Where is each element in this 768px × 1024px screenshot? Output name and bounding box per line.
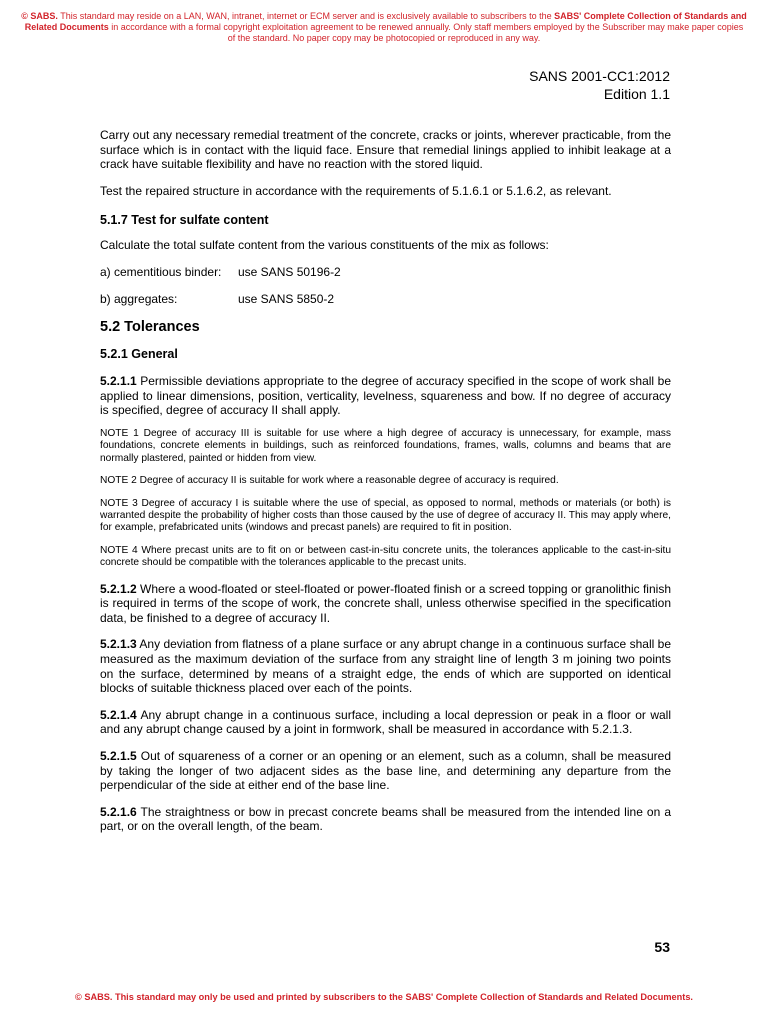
clause-text: Out of squareness of a corner or an opening or an element, such as a column, shall be measured by taking the longer of two adjacent sides as the base line, and determining any departure from the perpendicular of the side at either end of the base line. — [100, 748, 671, 793]
banner-top-text-2: in accordance with a formal copyright exploitation agreement to be renewed annually. Only staff members employed by the Subscriber may make paper copies of the standard. No paper copy may be photocopied or reproduced in any way. — [108, 22, 744, 43]
list-item-a — [100, 265, 671, 280]
note-1: NOTE 1 Degree of accuracy III is suitable for use where a high degree of accuracy is unnecessary, for example, mass foundations, concrete elements in buildings, such as reinforced foundations, frames, walls, columns and beams that are normally plastered, painted or hidden from view. — [100, 427, 671, 464]
banner-top-collection: SABS' Complete Collection of Standards and Related Documents — [24, 11, 747, 32]
edition-number: Edition 1.1 — [603, 86, 670, 102]
standard-header — [529, 67, 670, 103]
clause-5-2-1-2 — [100, 582, 671, 626]
note-2: NOTE 2 Degree of accuracy II is suitable for work where a reasonable degree of accuracy is required. — [100, 475, 559, 487]
intro-paragraph-2: Test the repaired structure in accordance with the requirements of 5.1.6.1 or 5.1.6.2, as relevant. — [100, 183, 612, 198]
standard-number: SANS 2001-CC1:2012 — [529, 68, 670, 84]
clause-text: Any abrupt change in a continuous surface, including a local depression or peak in a floor or wall and any abrupt change caused by a joint in formwork, shall be measured in accordance with 5.2.1.3. — [100, 707, 671, 737]
clause-5-2-1-5 — [100, 749, 671, 793]
list-item-a-value: use SANS 50196-2 — [238, 264, 341, 279]
clause-number: 5.2.1.6 — [100, 804, 137, 819]
clause-number: 5.2.1.2 — [100, 581, 137, 596]
banner-top-copyright: © SABS. — [21, 11, 58, 21]
note-3: NOTE 3 Degree of accuracy I is suitable where the use of special, as opposed to normal, methods or materials (or both) is warranted despite the probability of higher costs than those caused by the use of degree of accuracy II. This may apply where, for example, prefabricated units (windows and precast panels) are required to fit in position. — [100, 497, 671, 534]
paragraph-5-1-7: Calculate the total sulfate content from the various constituents of the mix as follows: — [100, 238, 549, 253]
list-item-b — [100, 292, 671, 307]
list-item-b-value: use SANS 5850-2 — [238, 291, 335, 306]
heading-5-2: 5.2 Tolerances — [100, 319, 200, 336]
page-number: 53 — [654, 939, 670, 955]
clause-number: 5.2.1.1 — [100, 374, 137, 389]
clause-number: 5.2.1.4 — [100, 707, 137, 722]
list-item-b-label: b) aggregates: — [100, 291, 178, 306]
clause-number: 5.2.1.5 — [100, 748, 137, 763]
note-4: NOTE 4 Where precast units are to fit on or between cast-in-situ concrete units, the tolerances applicable to the cast-in-situ concrete should be compatible with the tolerances applicable to the precast units. — [100, 544, 671, 569]
clause-5-2-1-1 — [100, 374, 671, 418]
clause-text: The straightness or bow in precast concrete beams shall be measured from the intended line on a part, or on the overall length, of the beam. — [100, 804, 671, 834]
clause-text: Where a wood-floated or steel-floated or power-floated finish or a screed topping or granolithic finish is required in terms of the scope of work, the concrete shall, unless otherwise specified in the specification data, be finished to a degree of accuracy II. — [100, 581, 671, 625]
heading-5-1-7: 5.1.7 Test for sulfate content — [100, 213, 269, 228]
clause-number: 5.2.1.3 — [100, 637, 137, 652]
copyright-banner-top — [20, 11, 748, 44]
copyright-banner-bottom: © SABS. This standard may only be used and printed by subscribers to the SABS' Complete Collection of Standards and Related Documents. — [75, 992, 693, 1002]
intro-paragraph-1: Carry out any necessary remedial treatment of the concrete, cracks or joints, wherever practicable, from the surface which is in contact with the liquid face. Ensure that remedial linings applied to inhibit leakage at a crack have suitable flexibility and have no reaction with the stored liquid. — [100, 128, 671, 172]
clause-text: Permissible deviations appropriate to the degree of accuracy specified in the scope of work shall be applied to linear dimensions, position, verticality, levelness, squareness and bow. If no degree of accuracy is specified, degree of accuracy II shall apply. — [100, 374, 671, 418]
heading-5-2-1: 5.2.1 General — [100, 347, 178, 362]
list-item-a-label: a) cementitious binder: — [100, 264, 222, 279]
banner-top-text-1: This standard may reside on a LAN, WAN, intranet, internet or ECM server and is exclusively available to subscribers to the — [57, 11, 555, 21]
page-content — [100, 128, 671, 834]
clause-5-2-1-6 — [100, 805, 671, 834]
clause-5-2-1-4 — [100, 708, 671, 737]
clause-text: Any deviation from flatness of a plane surface or any abrupt change in a continuous surface shall be measured as the maximum deviation of the surface from any straight line of length 3 m joining two points on the surface, determined by means of a straight edge, the ends of which are supported on identical blocks of suitable thickness placed over each of the points. — [100, 637, 671, 696]
clause-5-2-1-3 — [100, 637, 671, 695]
